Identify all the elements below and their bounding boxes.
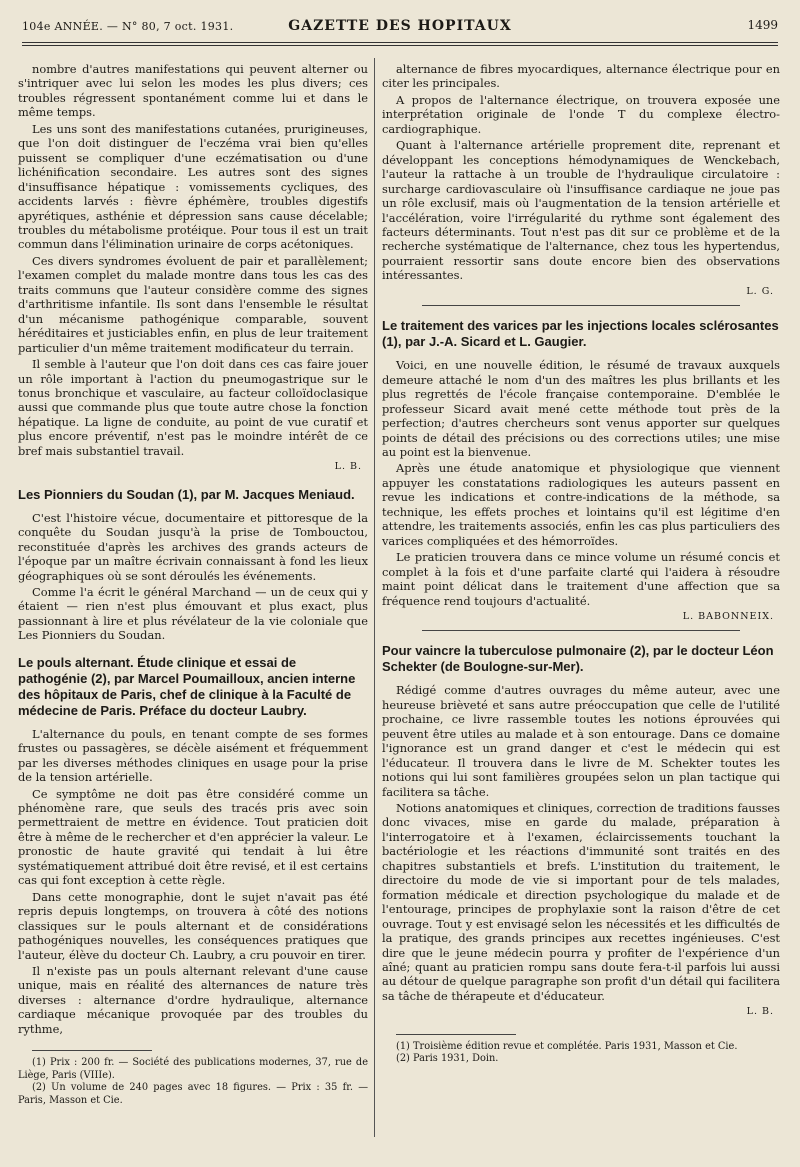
- paragraph: Quant à l'alternance artérielle proprement dite, reprenant et développant les conceptions hémodynamiques de Wenckebach, l'auteur la rattache à un trouble de l'hydraulique circulatoire : surcharge cardiovasculaire où l'insuffisance cardiaque ne joue pas un rôle exclusif, mais où l'augmentation de la tension artérielle et l'accélération, voire l'irrégularité du rythme sont également des facteurs déterminants. Tout n'est pas dit sur ce problème et de la recherche systématique de l'alternance, chez tous les hypertendus, pourraient ressortir sans doute encore bien des observations intéressantes.: [382, 138, 780, 283]
- signature: L. B.: [334, 461, 362, 473]
- footnote: (1) Troisième édition revue et complétée. Paris 1931, Masson et Cie.: [396, 1040, 738, 1052]
- paragraph: Les uns sont des manifestations cutanées, prurigineuses, que l'on doit distinguer de l'eczéma vrai bien qu'elles puissent se compliquer d'une eczématisation ou d'une lichénification secondaire. Les autres sont des signes d'insuffisance hépatique : vomissements cycliques, des accidents larvés : fièvre éphémère, troubles digestifs apyrétiques, asthénie et dépression sans cause décelable; troubles du métabolisme protéique. Pour tous il est un trait commun dans l'élimination urinaire de corps acétoniques.: [18, 121, 368, 252]
- page-number: 1499: [747, 18, 778, 32]
- paragraph: L'alternance du pouls, en tenant compte de ses formes frustes ou passagères, se décèle aisément et fréquemment par les diverses méthodes cliniques en usage pour la prise de la tension artérielle.: [18, 726, 368, 785]
- paragraph: Ces divers syndromes évoluent de pair et parallèlement; l'examen complet du malade montre dans tous les cas des traits communs que l'auteur considère comme des signes d'arthritisme infantile. Ils sont dans l'ensemble le résultat d'un mécanisme pathogénique comparable, souvent héréditaires et justiciables enfin, en plus de leur traitement particulier d'un même traitement modificateur du terrain.: [18, 253, 368, 355]
- left-column: [18, 62, 368, 1107]
- paragraph: Dans cette monographie, dont le sujet n'avait pas été repris depuis longtemps, on trouvera à côté des notions classiques sur le pouls alternant et de considérations pathogéniques nouvelles, les conséquences pratiques que l'auteur, élève du docteur Ch. Laubry, a cru pouvoir en tirer.: [18, 889, 368, 962]
- paragraph: Il semble à l'auteur que l'on doit dans ces cas faire jouer un rôle important à l'action du pneumogastrique sur le tonus bronchique et vasculaire, au facteur colloïdoclasique aussi que commande plus que toute autre chose la fonction hépatique. La ligne de conduite, au point de vue curatif et plus encore préventif, n'est pas le moindre intérêt de ce bref mais substantiel travail.: [18, 357, 368, 458]
- footnote-rule: [32, 1050, 152, 1051]
- paragraph: nombre d'autres manifestations qui peuvent alterner ou s'intriquer avec lui selon les modes les plus divers; ces troubles régressent spontanément comme lui et dans le même temps.: [18, 62, 368, 120]
- paragraph: Notions anatomiques et cliniques, correction de traditions fausses donc vivaces, mise en garde du malade, préparation à l'interrogatoire et à l'examen, éclaircissements touchant la bactériologie et les réactions d'immunité sont traités en des chapitres substantiels et brefs. L'institution du traitement, le directoire du mode de vie si important pour de tels malades, formation médicale et direction psychologique du malade et de l'entourage, principes de prophylaxie sont la raison d'être de cet ouvrage. Tout y est envisagé selon les nécessités et les difficultés de la pratique, des grands principes aux recettes ingénieuses. C'est dire que le jeune médecin pourra y profiter de l'expérience d'un aîné; quant au praticien rompu sans doute fera-t-il parfois lui aussi au détour de quelque paragraphe son profit d'un détail qui facilitera sa tâche de thérapeute et d'éducateur.: [382, 801, 780, 1003]
- paragraph: Ce symptôme ne doit pas être considéré comme un phénomène rare, que seuls des tracés pris avec soin permettraient de mettre en évidence. Tout praticien doit être à même de le rechercher et d'en apprécier la valeur. Le pronostic de haute gravité qui tendait à lui être systématiquement attribué doit être revisé, et il est certains cas qui font exception à cette règle.: [18, 786, 368, 888]
- footnote: (2) Paris 1931, Doin.: [396, 1053, 499, 1065]
- footnote: (2) Un volume de 240 pages avec 18 figures. — Prix : 35 fr. — Paris, Masson et Cie.: [18, 1082, 368, 1106]
- column-divider: [374, 58, 375, 1137]
- paragraph: alternance de fibres myocardiques, alternance électrique pour en citer les principales.: [382, 62, 780, 91]
- issue-info: 104e ANNÉE. — N° 80, 7 oct. 1931.: [22, 20, 234, 33]
- review-title: Les Pionniers du Soudan (1), par M. Jacques Meniaud.: [18, 486, 355, 502]
- header-rule: [22, 42, 778, 43]
- section-divider: [422, 630, 740, 631]
- section-divider: [422, 305, 740, 306]
- paragraph: Il n'existe pas un pouls alternant relevant d'une cause unique, mais en réalité des alternances de nature très diverses : alternance d'ordre hydraulique, alternance cardiaque mécanique provoquée par des troubles du rythme,: [18, 964, 368, 1036]
- review-title: Le pouls alternant. Étude clinique et essai de pathogénie (2), par Marcel Poumailloux, ancien interne des hôpitaux de Paris, chef de clinique à la Faculté de médecine de Paris. Préface du docteur Laubry.: [18, 654, 356, 718]
- paragraph: Rédigé comme d'autres ouvrages du même auteur, avec une heureuse brièveté et sans autre préoccupation que celle de l'utilité prochaine, ce livre rassemble toutes les notions éprouvées qui peuvent être utiles au malade et à son entourage. Dans ce domaine l'ignorance est un grand danger et c'est le médecin qui est l'éducateur. Il trouvera dans le livre de M. Schekter toutes les notions qui lui sont familières groupées selon un plan tactique qui facilitera sa tâche.: [382, 683, 780, 799]
- right-column: [382, 62, 780, 1066]
- paragraph: Comme l'a écrit le général Marchand — un de ceux qui y étaient — rien n'est plus émouvant et plus exact, plus passionnant à lire et plus révélateur de la vie coloniale que Les Pionniers du Soudan.: [18, 584, 368, 643]
- header-rule-double: [22, 45, 778, 46]
- review-title: Pour vaincre la tuberculose pulmonaire (2), par le docteur Léon Schekter (de Boulogne-sur-Mer).: [382, 643, 774, 675]
- paragraph: C'est l'histoire vécue, documentaire et pittoresque de la conquête du Soudan jusqu'à la prise de Tombouctou, reconstituée d'après les archives des grands acteurs de l'époque par un maître écrivain connaissant à fond les lieux géographiques où se sont déroulés les événements.: [18, 510, 368, 583]
- paragraph: Voici, en une nouvelle édition, le résumé de travaux auxquels demeure attaché le nom d'un des maîtres les plus brillants et les plus regrettés de l'école française contemporaine. D'emblée le professeur Sicard avait mené cette méthode tout près de la perfection; d'autres chercheurs sont venus apporter sur quelques points de détail des précisions ou des corrections utiles; une mise au point est la bienvenue.: [382, 358, 780, 459]
- signature: L. B.: [746, 1006, 774, 1018]
- signature: L. BABONNEIX.: [682, 610, 774, 622]
- footnote: (1) Prix : 200 fr. — Société des publications modernes, 37, rue de Liège, Paris (VIIIe).: [18, 1057, 368, 1081]
- page-header: [22, 14, 778, 38]
- paragraph: Après une étude anatomique et physiologique que viennent appuyer les constatations radiologiques les auteurs passent en revue les indications et contre-indications de la méthode, sa technique, les effets proches et lointains qu'il est légitime d'en attendre, les traitements associés, enfin les cas plus particuliers des varices compliquées et des hémorroïdes.: [382, 461, 780, 548]
- signature: L. G.: [746, 285, 774, 297]
- journal-title: GAZETTE DES HOPITAUX: [288, 18, 512, 34]
- footnote-rule: [396, 1034, 516, 1035]
- paragraph: Le praticien trouvera dans ce mince volume un résumé concis et complet à la fois et d'une parfaite clarté qui l'aidera à résoudre maint point délicat dans le traitement d'une affection que sa fréquence rend toujours d'actualité.: [382, 550, 780, 608]
- paragraph: A propos de l'alternance électrique, on trouvera exposée une interprétation originale de l'onde T du complexe électro-cardiographique.: [382, 92, 780, 136]
- review-title: Le traitement des varices par les injections locales sclérosantes (1), par J.-A. Sicard et L. Gaugier.: [382, 318, 779, 350]
